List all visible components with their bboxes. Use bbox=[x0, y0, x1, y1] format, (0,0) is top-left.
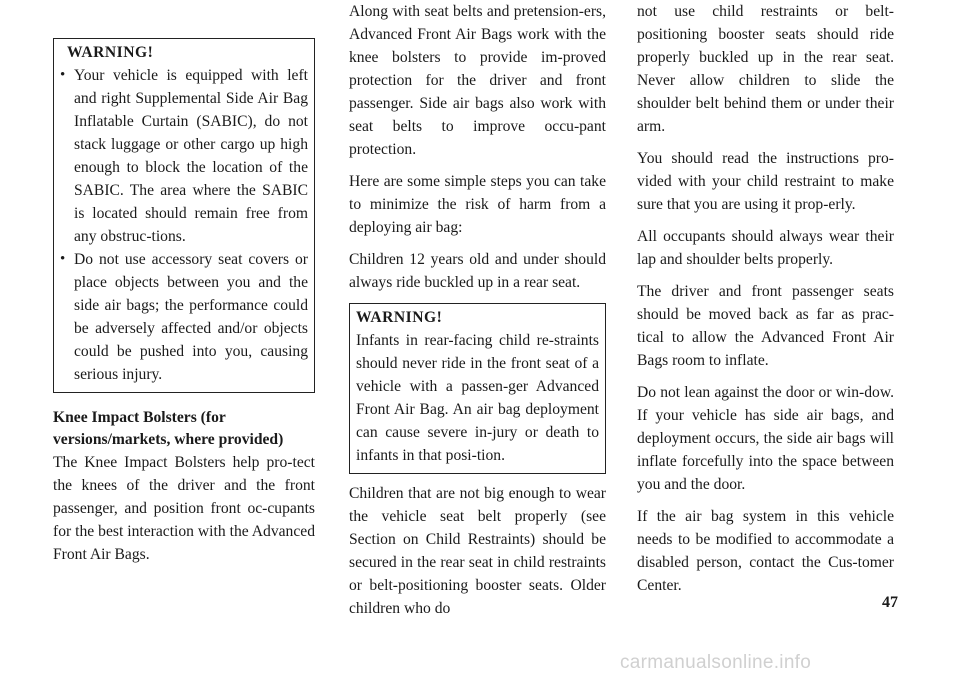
warning-item bbox=[60, 248, 308, 386]
bullet-icon: • bbox=[60, 67, 66, 83]
warning-item bbox=[60, 64, 308, 248]
sabic-warning-box bbox=[53, 38, 315, 393]
section-paragraph: The Knee Impact Bolsters help pro-tect the knees of the driver and the front passenger, and position front oc-cupants for the best interaction with the Advanced Front Air Bags. bbox=[53, 454, 315, 563]
paragraph: Do not lean against the door or win-dow. If your vehicle has side air bags, and deployment occurs, the side air bags will inflate forcefully into the space between you and the door. bbox=[637, 384, 894, 493]
section-heading: Knee Impact Bolsters (for versions/markets, where provided) bbox=[53, 409, 284, 448]
right-column bbox=[637, 0, 894, 606]
left-column bbox=[53, 0, 315, 575]
watermark: carmanualsonline.info bbox=[620, 652, 812, 673]
paragraph: All occupants should always wear their lap and shoulder belts properly. bbox=[637, 228, 894, 268]
bullet-icon: • bbox=[60, 251, 66, 267]
paragraph: You should read the instructions pro-vided with your child restraint to make sure that you are using it prop-erly. bbox=[637, 150, 894, 213]
paragraph: Along with seat belts and pretension-ers, Advanced Front Air Bags work with the knee bolsters to provide im-proved protection for the driver and front passenger. Side air bags also work with seat belts to improve occu-pant protection. bbox=[349, 3, 606, 158]
warning-title: WARNING! bbox=[67, 44, 154, 61]
warning-list bbox=[60, 64, 308, 386]
paragraph: Children that are not big enough to wear the vehicle seat belt properly (see Section on Child Restraints) should be secured in the rear seat in child restraints or belt-positioning booster seats. Older children who do bbox=[349, 485, 606, 617]
paragraph: not use child restraints or belt-positioning booster seats should ride properly buckled up in the rear seat. Never allow children to slide the shoulder belt behind them or under their arm. bbox=[637, 3, 894, 135]
paragraph: If the air bag system in this vehicle needs to be modified to accommodate a disabled person, contact the Cus-tomer Center. bbox=[637, 508, 894, 594]
warning-title: WARNING! bbox=[356, 309, 443, 326]
infant-warning-box bbox=[349, 303, 606, 474]
warning-item-text: Do not use accessory seat covers or place objects between you and the side air bags; the performance could be adversely affected and/or objects could be pushed into you, causing serious injury. bbox=[74, 251, 308, 383]
paragraph: Children 12 years old and under should always ride buckled up in a rear seat. bbox=[349, 251, 606, 291]
warning-item-text: Your vehicle is equipped with left and right Supplemental Side Air Bag Inflatable Curtain (SABIC), do not stack luggage or other cargo up high enough to block the location of the SABIC. The area where the SABIC is located should remain free from any obstruc-tions. bbox=[74, 67, 308, 245]
middle-column bbox=[349, 0, 606, 629]
warning-text: Infants in rear-facing child re-straints should never ride in the front seat of a vehicle with a passen-ger Advanced Front Air Bag. An air bag deployment can cause severe in-jury or death to infants in that posi-tion. bbox=[356, 332, 599, 464]
paragraph: The driver and front passenger seats should be moved back as far as prac-tical to allow the Advanced Front Air Bags room to inflate. bbox=[637, 283, 894, 369]
page-number: 47 bbox=[882, 594, 898, 611]
paragraph: Here are some simple steps you can take to minimize the risk of harm from a deploying air bag: bbox=[349, 173, 606, 236]
